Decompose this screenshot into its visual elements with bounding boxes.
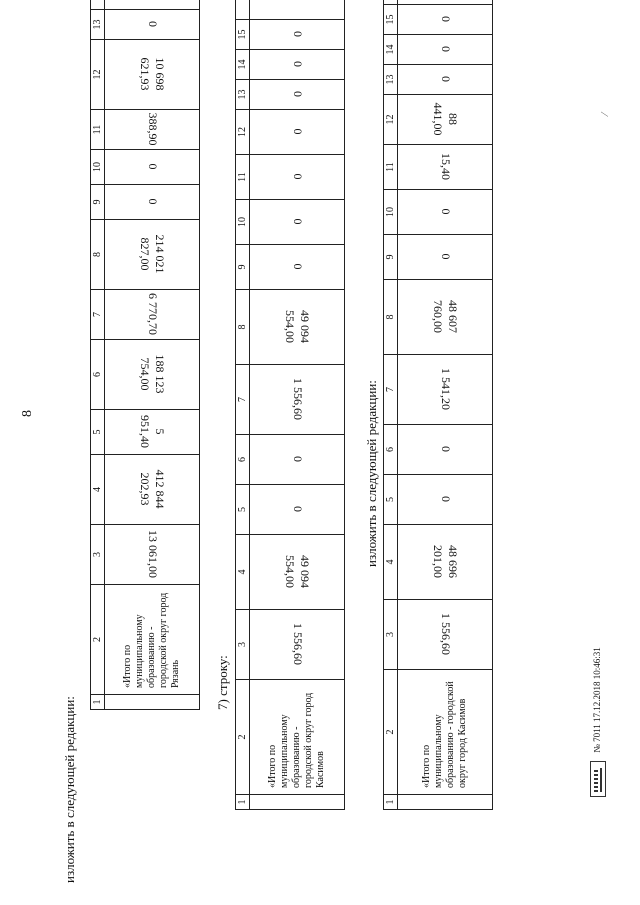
value-cell: 0 [398,35,493,65]
value-cell: 10 698 621,93 [105,40,200,110]
value-cell: 1 556,60 [398,600,493,670]
column-number: 10 [91,150,105,185]
table-header-row [384,0,398,810]
column-number: 1 [91,695,105,710]
value-cell: 188 123 754,00 [105,340,200,410]
column-number [91,0,105,10]
column-number: 3 [91,525,105,585]
column-number: 5 [384,475,398,525]
value-cell: 6 770,70 [105,290,200,340]
value-cell: 0 [250,80,345,110]
column-number: 7 [91,290,105,340]
value-cell [250,0,345,20]
caption-second: изложить в следующей редакции: [364,380,379,567]
column-number: 4 [384,525,398,600]
value-cell: 0 [250,435,345,485]
registry-logo-icon [590,761,606,797]
column-number: 15 [236,20,250,50]
value-cell: 0 [105,185,200,220]
column-number: 4 [91,455,105,525]
column-number: 10 [236,200,250,245]
column-number: 1 [384,795,398,810]
value-cell: 0 [398,425,493,475]
column-number: 12 [236,110,250,155]
column-number: 13 [236,80,250,110]
column-number: 2 [91,585,105,695]
column-number: 15 [384,5,398,35]
value-cell: 412 844 202,93 [105,455,200,525]
column-number: 12 [384,95,398,145]
row-name: «Итого по муниципальному образованию - городской округ город Касимов [398,670,493,795]
table-row [250,0,345,810]
column-number: 6 [384,425,398,475]
column-number: 11 [91,110,105,150]
table-kasimov-old [235,0,345,810]
column-number: 11 [236,155,250,200]
column-number: 5 [236,485,250,535]
value-cell: 0 [398,5,493,35]
table-kasimov-new [383,0,493,810]
empty-cell [250,795,345,810]
table-header-row [91,0,105,710]
value-cell: 0 [398,235,493,280]
column-number: 2 [384,670,398,795]
table-row [105,0,200,710]
column-number: 12 [91,40,105,110]
column-number: 13 [91,10,105,40]
column-number: 8 [236,290,250,365]
column-number: 3 [384,600,398,670]
empty-cell [105,695,200,710]
column-number: 7 [384,355,398,425]
scan-mark: ⁄ [600,113,611,115]
value-cell: 49 094 554,00 [250,535,345,610]
table-ryazan [90,0,200,710]
column-number [236,0,250,20]
column-number: 9 [91,185,105,220]
value-cell: 48 607 760,00 [398,280,493,355]
caption-first: изложить в следующей редакции: [62,696,77,883]
value-cell: 1 556,60 [250,365,345,435]
value-cell: 0 [398,65,493,95]
value-cell: 0 [398,190,493,235]
column-number [384,0,398,5]
value-cell: 0 [105,150,200,185]
value-cell: 48 696 201,00 [398,525,493,600]
column-number: 5 [91,410,105,455]
column-number: 4 [236,535,250,610]
value-cell: 1 556,60 [250,610,345,680]
value-cell: 0 [105,10,200,40]
page-number: 8 [20,410,35,417]
value-cell: 0 [250,485,345,535]
column-number: 11 [384,145,398,190]
column-number: 14 [236,50,250,80]
column-number: 14 [384,35,398,65]
column-number: 3 [236,610,250,680]
column-number: 6 [236,435,250,485]
empty-cell [398,795,493,810]
value-cell [105,0,200,10]
value-cell: 0 [250,20,345,50]
table-row [398,0,493,810]
column-number: 13 [384,65,398,95]
value-cell: 0 [250,50,345,80]
column-number: 9 [236,245,250,290]
value-cell: 15,40 [398,145,493,190]
column-number: 1 [236,795,250,810]
value-cell: 13 061,00 [105,525,200,585]
value-cell: 1 541,20 [398,355,493,425]
value-cell: 0 [250,200,345,245]
value-cell: 0 [250,155,345,200]
column-number: 8 [91,220,105,290]
column-number: 2 [236,680,250,795]
footer-stamp-text: № 7011 17.12.2018 10:46:31 [592,647,603,753]
value-cell: 88 441,00 [398,95,493,145]
document-footer [590,647,606,797]
value-cell: 0 [398,475,493,525]
table-header-row [236,0,250,810]
value-cell: 0 [250,245,345,290]
column-number: 7 [236,365,250,435]
row-name: «Итого по муниципальному образованию - городской округ город Рязань [105,585,200,695]
column-number: 10 [384,190,398,235]
column-number: 9 [384,235,398,280]
value-cell: 5 951,40 [105,410,200,455]
value-cell: 0 [250,110,345,155]
value-cell [398,0,493,5]
row-name: «Итого по муниципальному образованию - городской округ город Касимов [250,680,345,795]
value-cell: 214 021 827,00 [105,220,200,290]
caption-row-7: 7) строку: [215,655,230,710]
column-number: 8 [384,280,398,355]
value-cell: 388,90 [105,110,200,150]
column-number: 6 [91,340,105,410]
value-cell: 49 094 554,00 [250,290,345,365]
